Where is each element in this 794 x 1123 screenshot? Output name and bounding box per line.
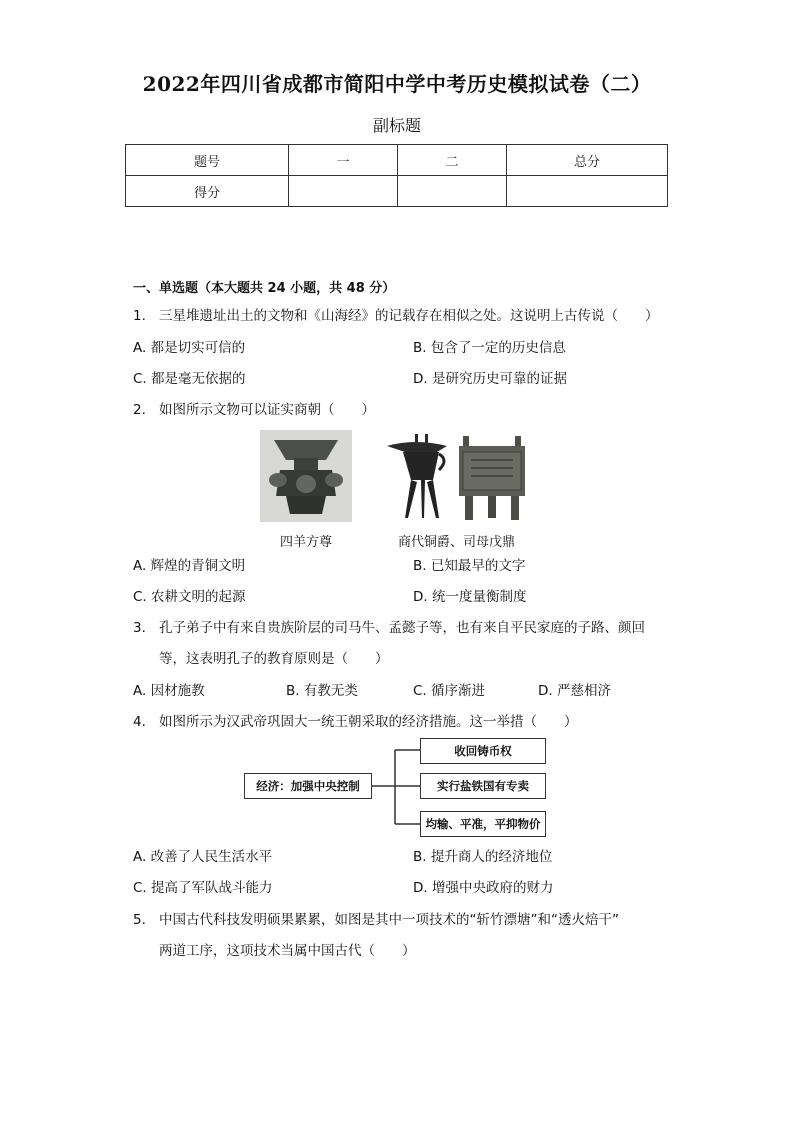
question-text: 如图所示文物可以证实商朝（ ） [159, 402, 375, 418]
question-3 [133, 618, 673, 638]
question-number: 5. [133, 912, 146, 928]
score-table [125, 144, 668, 207]
table-row [126, 145, 668, 176]
option-d: D. 严慈相济 [538, 683, 611, 699]
table-cell: 得分 [126, 176, 289, 207]
question-1 [133, 306, 673, 326]
table-cell: 一 [289, 145, 398, 176]
option-b: B. 已知最早的文字 [413, 558, 526, 574]
option-b: B. 包含了一定的历史信息 [413, 340, 566, 356]
caption-jue-ding: 商代铜爵、司母戊鼎 [398, 535, 516, 550]
option-a: A. 因材施教 [133, 683, 205, 699]
table-cell [289, 176, 398, 207]
question-number: 3. [133, 620, 146, 636]
bronze-jue-ding-image [385, 430, 535, 522]
option-c: C. 循序渐进 [413, 683, 486, 699]
question-text-line-1: 中国古代科技发明硕果累累，如图是其中一项技术的“斩竹漂塘”和“透火焙干” [159, 912, 619, 928]
diagram-branch-2: 实行盐铁国有专卖 [420, 773, 546, 799]
question-text-line-1: 孔子弟子中有来自贵族阶层的司马牛、孟懿子等，也有来自平民家庭的子路、颜回 [159, 620, 645, 636]
question-text: 如图所示为汉武帝巩固大一统王朝采取的经济措施。这一举措（ ） [159, 714, 578, 730]
option-d: D. 增强中央政府的财力 [413, 880, 554, 896]
table-cell: 二 [398, 145, 507, 176]
question-2 [133, 400, 673, 420]
option-c: C. 都是毫无依据的 [133, 371, 246, 387]
diagram-branch-1: 收回铸币权 [420, 738, 546, 764]
question-number: 1. [133, 308, 146, 324]
option-a: A. 改善了人民生活水平 [133, 849, 273, 865]
option-c: C. 农耕文明的起源 [133, 589, 246, 605]
option-a: A. 辉煌的青铜文明 [133, 558, 246, 574]
diagram-branch-3: 均输、平准，平抑物价 [420, 811, 546, 837]
option-b: B. 有教无类 [286, 683, 358, 699]
section-heading: 一、单选题（本大题共 24 小题，共 48 分） [133, 281, 396, 296]
table-cell [398, 176, 507, 207]
question-text-line-2: 两道工序，这项技术当属中国古代（ ） [159, 943, 416, 959]
question-text-line-2: 等，这表明孔子的教育原则是（ ） [159, 651, 389, 667]
bronze-jue-icon [385, 430, 535, 522]
question-number: 2. [133, 402, 146, 418]
table-cell [507, 176, 668, 207]
option-b: B. 提升商人的经济地位 [413, 849, 553, 865]
option-c: C. 提高了军队战斗能力 [133, 880, 273, 896]
question-number: 4. [133, 714, 146, 730]
option-a: A. 都是切实可信的 [133, 340, 246, 356]
exam-title: 2022年四川省成都市简阳中学中考历史模拟试卷（二） [142, 72, 652, 96]
four-ram-zun-image [260, 430, 352, 522]
table-cell: 总分 [507, 145, 668, 176]
exam-subtitle: 副标题 [372, 116, 421, 135]
table-row [126, 176, 668, 207]
table-cell: 题号 [126, 145, 289, 176]
option-d: D. 统一度量衡制度 [413, 589, 527, 605]
question-4 [133, 712, 673, 732]
question-text: 三星堆遗址出土的文物和《山海经》的记载存在相似之处。这说明上古传说（ ） [159, 308, 659, 324]
diagram-root: 经济：加强中央控制 [244, 773, 372, 799]
question-5 [133, 910, 673, 930]
caption-four-ram-zun: 四羊方尊 [280, 535, 333, 550]
bronze-vessel-icon [260, 430, 352, 522]
option-d: D. 是研究历史可靠的证据 [413, 371, 567, 387]
